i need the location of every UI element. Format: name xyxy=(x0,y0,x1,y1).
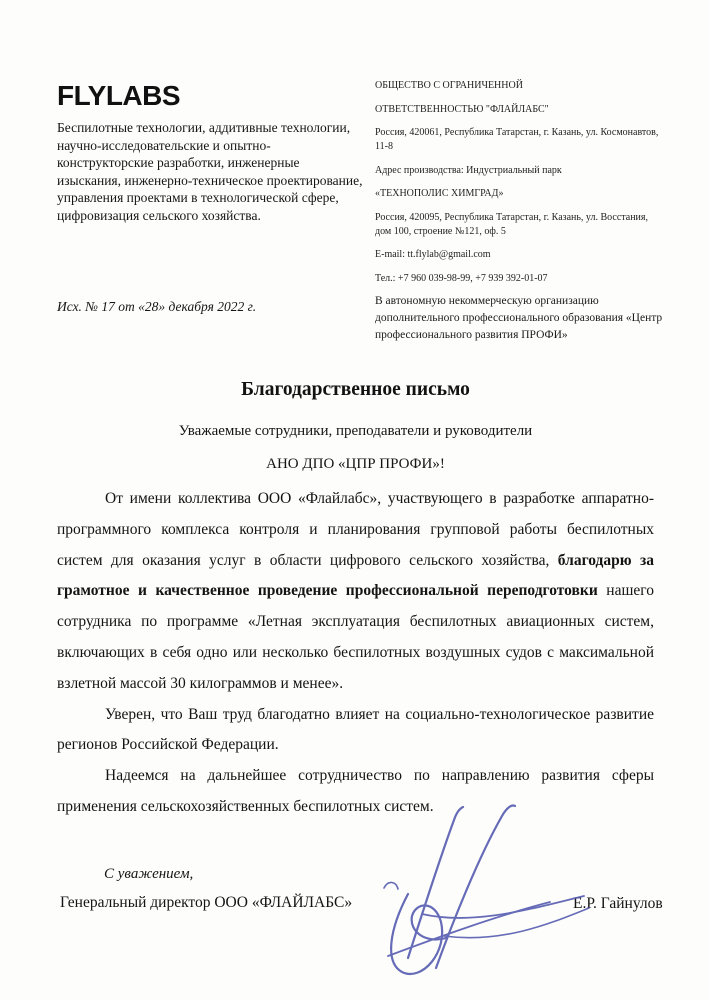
company-contact-line: ОТВЕТСТВЕННОСТЬЮ "ФЛАЙЛАБС" xyxy=(375,103,549,115)
paragraph-2: Уверен, что Ваш труд благодатно влияет на социально-технологическое развитие регионов Российской Федерации. xyxy=(57,705,654,754)
company-contact-line: Россия, 420095, Республика Татарстан, г. Казань, ул. Восстания, дом 100, строение №121, оф. 5 xyxy=(375,211,649,237)
company-contact-line: «ТЕХНОПОЛИС ХИМГРАД» xyxy=(375,188,504,199)
letter-title: Благодарственное письмо xyxy=(241,379,470,400)
letter-body xyxy=(57,484,654,823)
company-contact-line: E-mail: tt.flylab@gmail.com xyxy=(375,249,491,260)
company-contact-block xyxy=(375,79,665,295)
paragraph-1-bold: благодарю за грамотное и качественное проведение профессиональной переподготовки xyxy=(57,551,654,600)
company-contact-line: Россия, 420061, Республика Татарстан, г. Казань, ул. Космонавтов, 11-8 xyxy=(375,127,659,152)
signatory-position: Генеральный директор ООО «ФЛАЙЛАБС» xyxy=(60,894,353,911)
handwritten-signature-icon xyxy=(378,796,593,986)
paragraph-3: Надеемся на дальнейшее сотрудничество по направлению развития сферы применения сельскохозяйственных беспилотных систем. xyxy=(57,767,654,815)
signatory-name: Е.Р. Гайнулов xyxy=(573,895,663,912)
outgoing-reference: Исх. № 17 от «28» декабря 2022 г. xyxy=(57,299,257,314)
recipient-block: В автономную некоммерческую организацию дополнительного профессионального образования «Центр профессионального развития ПРОФИ» xyxy=(375,295,663,341)
company-description: Беспилотные технологии, аддитивные технологии, научно-исследовательские и опытно-конструкторские разработки, инженерные изыскания, инженерно-техническое проектирование, управления проектами в технологической сфере, цифровизация сельского хозяйства. xyxy=(57,120,363,223)
salutation-line-1: Уважаемые сотрудники, преподаватели и руководители xyxy=(178,423,533,439)
company-contact-line: ОБЩЕСТВО С ОГРАНИЧЕННОЙ xyxy=(375,80,523,91)
closing-phrase: С уважением, xyxy=(104,866,194,882)
salutation-line-2: АНО ДПО «ЦПР ПРОФИ»! xyxy=(266,456,445,472)
paragraph-1-pre: От имени коллектива ООО «Флайлабс», участвующего в разработке аппаратно-программного комплекса контроля и планирования групповой работы беспилотных систем для оказания услуг в области цифрового сельского хозяйства, xyxy=(57,490,654,569)
company-contact-line: Тел.: +7 960 039-98-99, +7 939 392-01-07 xyxy=(375,272,548,284)
paragraph-1-post: нашего сотрудника по программе «Летная эксплуатация беспилотных авиационных систем, включающих в себя одно или несколько беспилотных воздушных судов с максимальной взлетной массой 30 килограммов и менее». xyxy=(57,582,654,692)
paragraph-1 xyxy=(57,484,654,700)
company-contact-line: Адрес производства: Индустриальный парк xyxy=(375,164,562,176)
company-logo: FLYLABS xyxy=(57,80,181,111)
